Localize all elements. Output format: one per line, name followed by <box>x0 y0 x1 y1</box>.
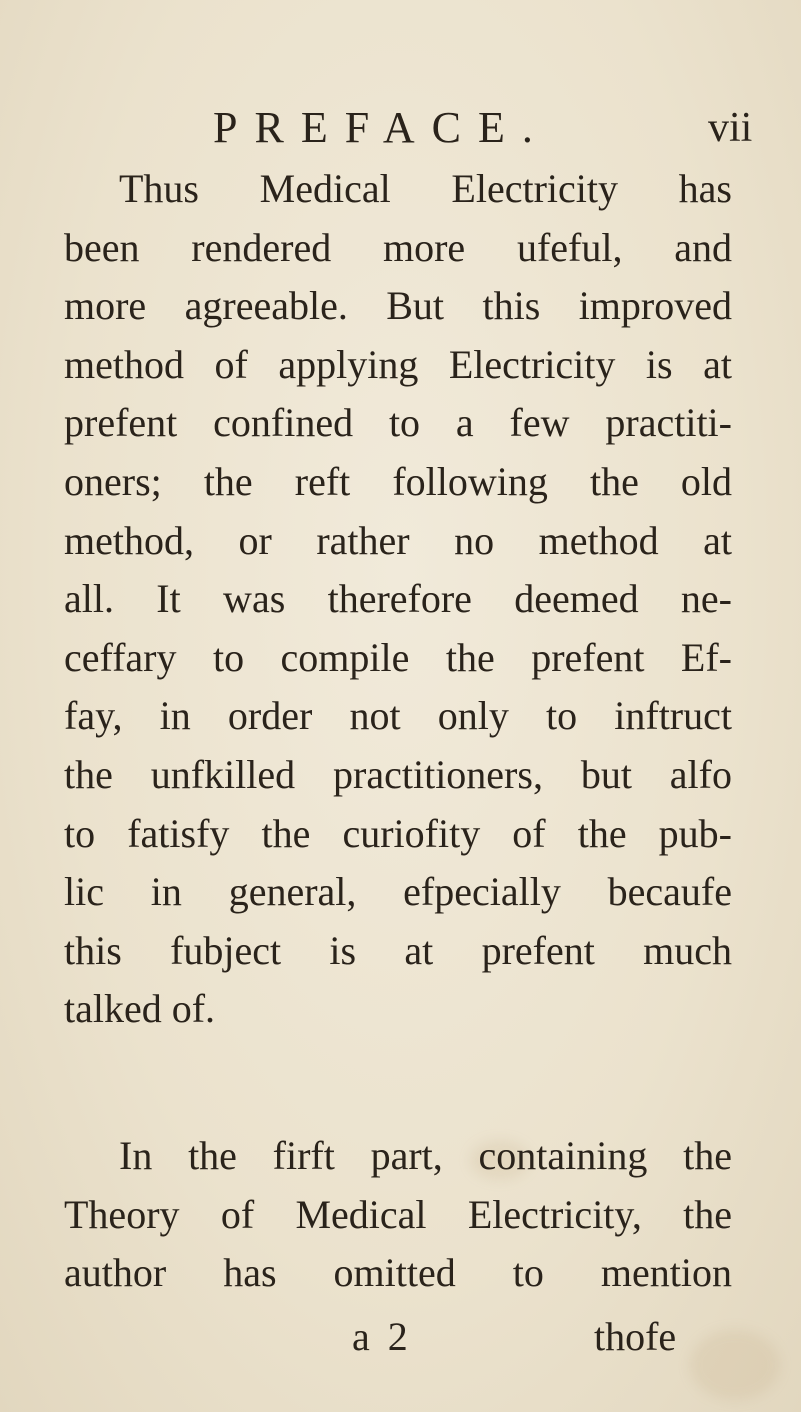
paragraph-gap <box>64 1039 732 1127</box>
page-number: vii <box>708 105 753 151</box>
paragraph-2 <box>64 1127 732 1303</box>
running-head: PREFACE. <box>213 103 550 152</box>
text-line: fay, in order not only to inftruct <box>64 693 732 739</box>
text-line: talked of. <box>64 986 216 1032</box>
text-line: lic in general, efpecially becaufe <box>64 869 732 915</box>
text-line: author has omitted to mention <box>64 1250 732 1296</box>
paragraph-1 <box>64 160 732 1039</box>
catchword: thofe <box>594 1314 677 1359</box>
text-line: been rendered more ufeful, and <box>64 224 732 270</box>
text-line: to fatisfy the curiofity of the pub- <box>64 810 732 856</box>
text-line: prefent confined to a few practiti- <box>64 400 732 446</box>
text-line: ceffary to compile the prefent Ef- <box>64 634 732 680</box>
signature-mark: a 2 <box>352 1314 412 1359</box>
body-text <box>64 160 732 1303</box>
text-line: all. It was therefore deemed ne- <box>64 576 732 622</box>
text-line: this fubject is at prefent much <box>64 927 732 973</box>
page-footer <box>0 1312 801 1362</box>
text-line: method, or rather no method at <box>64 517 732 563</box>
text-line: oners; the reft following the old <box>64 458 732 504</box>
text-line: more agreeable. But this improved <box>64 283 732 329</box>
text-line: method of applying Electricity is at <box>64 341 732 387</box>
text-line: the unfkilled practitioners, but alfo <box>64 751 732 797</box>
text-line: Thus Medical Electricity has <box>119 166 732 211</box>
text-line: Theory of Medical Electricity, the <box>64 1191 732 1237</box>
page-header <box>0 103 801 153</box>
text-line: In the firft part, containing the <box>119 1132 732 1178</box>
